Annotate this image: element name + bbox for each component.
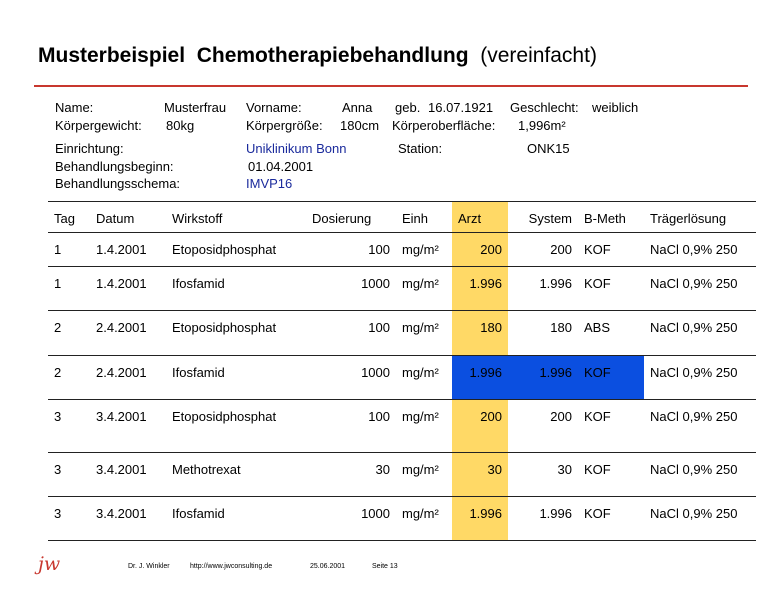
table-row [48,356,756,400]
header-bmeth: B-Meth [578,202,644,233]
cell-tag: 2 [48,356,90,400]
cell-wirkstoff: Methotrexat [166,453,306,497]
header-dosierung: Dosierung [306,202,396,233]
cell-einh: mg/m² [396,400,452,453]
cell-datum: 2.4.2001 [90,356,166,400]
cell-datum: 3.4.2001 [90,497,166,541]
oberflaeche-value: 1,996m² [518,118,566,133]
footer-page: Seite 13 [372,563,398,570]
einrichtung-value: Uniklinikum Bonn [246,141,347,156]
geb-value: 16.07.1921 [428,100,494,115]
cell-bmeth: KOF [578,267,644,311]
cell-system: 200 [508,233,578,267]
cell-wirkstoff: Ifosfamid [166,356,306,400]
vorname-value: Anna [342,100,373,115]
station-label: Station: [398,141,443,156]
cell-tag: 1 [48,267,90,311]
title-main: Musterbeispiel Chemotherapiebehandlung [38,44,469,67]
footer-date: 25.06.2001 [310,563,346,570]
cell-einh: mg/m² [396,311,452,356]
cell-datum: 3.4.2001 [90,400,166,453]
schema-value: IMVP16 [246,176,293,191]
gewicht-label: Körpergewicht: [55,118,142,133]
vorname-label: Vorname: [246,100,302,115]
table-row [48,267,756,311]
cell-bmeth: ABS [578,311,644,356]
cell-wirkstoff: Etoposidphosphat [166,400,306,453]
cell-tag: 3 [48,497,90,541]
footer-url[interactable]: http://www.jwconsulting.de [190,563,273,570]
cell-system: 200 [508,400,578,453]
cell-system: 30 [508,453,578,497]
name-label: Name: [55,100,94,115]
cell-einh: mg/m² [396,356,452,400]
beginn-value: 01.04.2001 [248,159,314,174]
header-tag: Tag [48,202,90,233]
header-einh: Einh [396,202,452,233]
cell-arzt: 200 [452,400,508,453]
cell-traeger: NaCl 0,9% 250 [644,400,756,453]
name-value: Musterfrau [164,100,227,115]
cell-system-highlight: 1.996 [508,356,578,400]
geschlecht-value: weiblich [592,100,639,115]
cell-bmeth-highlight: KOF [578,356,644,400]
cell-dosierung: 1000 [306,267,396,311]
groesse-value: 180cm [340,118,380,133]
cell-dosierung: 1000 [306,497,396,541]
cell-tag: 3 [48,453,90,497]
title-divider [34,85,748,87]
cell-dosierung: 100 [306,311,396,356]
cell-datum: 1.4.2001 [90,267,166,311]
cell-traeger: NaCl 0,9% 250 [644,233,756,267]
table-row [48,453,756,497]
cell-traeger: NaCl 0,9% 250 [644,311,756,356]
cell-system: 1.996 [508,267,578,311]
cell-bmeth: KOF [578,233,644,267]
cell-einh: mg/m² [396,497,452,541]
footer-author: Dr. J. Winkler [128,563,170,570]
dosage-table [48,201,756,541]
cell-arzt: 1.996 [452,267,508,311]
cell-dosierung: 1000 [306,356,396,400]
cell-wirkstoff: Ifosfamid [166,267,306,311]
einrichtung-label: Einrichtung: [55,141,124,156]
cell-dosierung: 100 [306,400,396,453]
cell-datum: 2.4.2001 [90,311,166,356]
cell-bmeth: KOF [578,497,644,541]
geb-label: geb. [395,100,421,115]
geschlecht-label: Geschlecht: [510,100,579,115]
oberflaeche-label: Körperoberfläche: [392,118,496,133]
header-datum: Datum [90,202,166,233]
header-system: System [508,202,578,233]
cell-einh: mg/m² [396,233,452,267]
cell-wirkstoff: Etoposidphosphat [166,233,306,267]
cell-datum: 3.4.2001 [90,453,166,497]
schema-label: Behandlungsschema: [55,176,181,191]
table-header-row [48,202,756,233]
cell-tag: 1 [48,233,90,267]
table-row [48,311,756,356]
header-wirkstoff: Wirkstoff [166,202,306,233]
table-row [48,400,756,453]
cell-datum: 1.4.2001 [90,233,166,267]
cell-traeger: NaCl 0,9% 250 [644,453,756,497]
jw-logo: jw [38,553,61,575]
gewicht-value: 80kg [166,118,195,133]
table-row [48,497,756,541]
cell-system: 1.996 [508,497,578,541]
table-row [48,233,756,267]
beginn-label: Behandlungsbeginn: [55,159,174,174]
cell-arzt: 30 [452,453,508,497]
cell-bmeth: KOF [578,400,644,453]
groesse-label: Körpergröße: [246,118,323,133]
header-traeger: Trägerlösung [644,202,756,233]
cell-traeger: NaCl 0,9% 250 [644,497,756,541]
station-value: ONK15 [527,141,570,156]
page-title [38,44,597,68]
header-arzt: Arzt [452,202,508,233]
cell-bmeth: KOF [578,453,644,497]
cell-tag: 3 [48,400,90,453]
cell-wirkstoff: Etoposidphosphat [166,311,306,356]
cell-wirkstoff: Ifosfamid [166,497,306,541]
cell-system: 180 [508,311,578,356]
cell-traeger: NaCl 0,9% 250 [644,267,756,311]
cell-dosierung: 100 [306,233,396,267]
cell-tag: 2 [48,311,90,356]
cell-arzt-highlight: 1.996 [452,356,508,400]
cell-arzt: 200 [452,233,508,267]
title-suffix: (vereinfacht) [468,44,597,67]
cell-arzt: 180 [452,311,508,356]
cell-einh: mg/m² [396,453,452,497]
cell-arzt: 1.996 [452,497,508,541]
cell-dosierung: 30 [306,453,396,497]
cell-einh: mg/m² [396,267,452,311]
cell-traeger: NaCl 0,9% 250 [644,356,756,400]
